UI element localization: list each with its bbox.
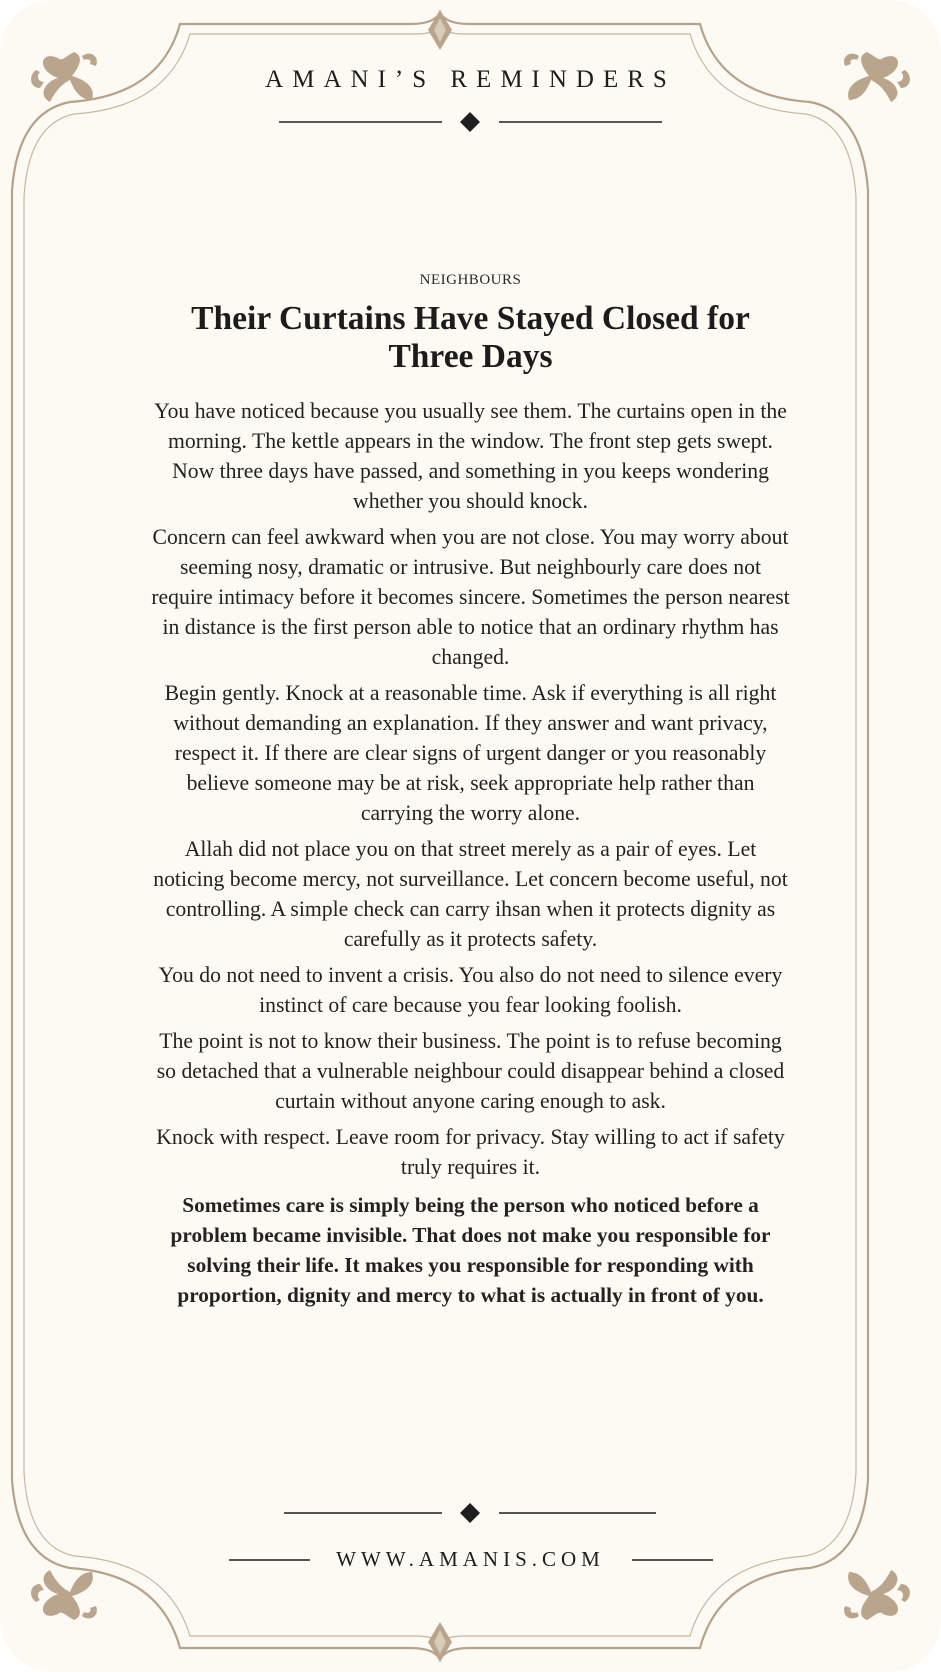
brand-title: AMANI’S REMINDERS (265, 66, 676, 93)
website-url: WWW.AMANIS.COM (336, 1547, 605, 1571)
closing-paragraph: Sometimes care is simply being the person who noticed before a problem became invisible. That does not make you responsible for solving their life. It makes you responsible for responding with proportion, dignity and mercy to what is actually in front of you. (170, 1193, 771, 1307)
header-divider (279, 112, 662, 132)
paragraph: Allah did not place you on that street merely as a pair of eyes. Let noticing become mercy, not surveillance. Let concern become useful, not controlling. A simple check can carry ihsan when it protects dignity as carefully as it protects safety. (153, 837, 788, 951)
paragraph: Knock with respect. Leave room for privacy. Stay willing to act if safety truly requires it. (156, 1125, 785, 1179)
article-title: Their Curtains Have Stayed Closed for Three Days (191, 300, 750, 375)
top-diamond-ornament (428, 10, 452, 50)
footer-divider (284, 1503, 656, 1523)
paragraph: Concern can feel awkward when you are not close. You may worry about seeming nosy, dramatic or intrusive. But neighbourly care does not require intimacy before it becomes sincere. Sometimes the person nearest in distance is the first person able to notice that an ordinary rhythm has changed. (151, 525, 790, 669)
bottom-diamond-ornament (428, 1622, 452, 1662)
paragraph: The point is not to know their business. The point is to refuse becoming so detached that a vulnerable neighbour could disappear behind a closed curtain without anyone caring enough to ask. (156, 1029, 785, 1113)
paragraph: You do not need to invent a crisis. You also do not need to silence every instinct of care because you fear looking foolish. (158, 963, 783, 1017)
article-category: NEIGHBOURS (419, 272, 522, 288)
paragraph: Begin gently. Knock at a reasonable time. Ask if everything is all right without demanding an explanation. If they answer and want privacy, respect it. If there are clear signs of urgent danger or you reasonably believe someone may be at risk, seek appropriate help rather than carrying the worry alone. (164, 681, 777, 825)
article-body (148, 396, 793, 1316)
corner-flourish-bottom-right (844, 1570, 910, 1620)
paragraph: You have noticed because you usually see them. The curtains open in the morning. The kettle appears in the window. The front step gets swept. Now three days have passed, and something in you keeps wondering whether you should knock. (154, 399, 787, 513)
corner-flourish-bottom-left (31, 1570, 97, 1620)
